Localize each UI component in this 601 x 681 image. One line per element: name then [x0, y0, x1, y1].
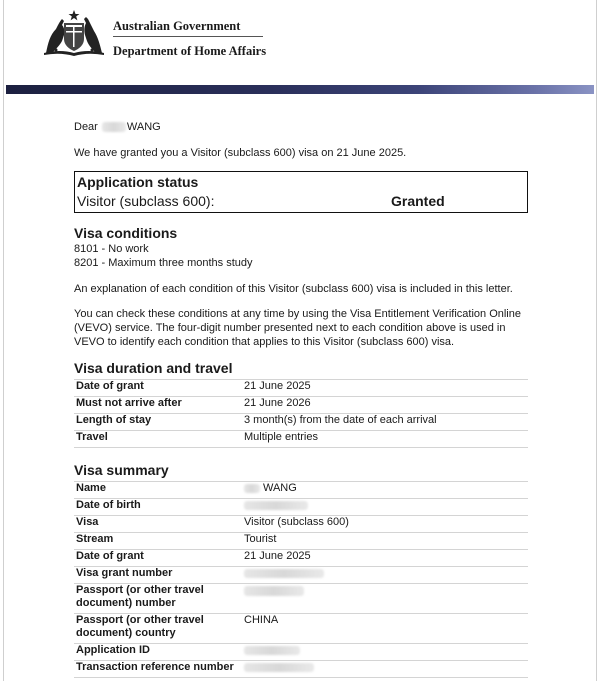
row-label: Visa grant number	[74, 567, 242, 584]
row-value: 3 month(s) from the date of each arrival	[242, 414, 528, 431]
row-label	[74, 584, 242, 614]
visa-summary-heading: Visa summary	[74, 462, 169, 478]
redacted-given-name	[102, 122, 126, 132]
redacted-passport-number	[244, 586, 304, 596]
table-row	[74, 482, 528, 499]
table-row	[74, 431, 528, 448]
header-banner	[6, 85, 594, 94]
vevo-line: You can check these conditions at any time by using the Visa Entitlement Verification Online	[74, 308, 521, 320]
greeting	[74, 120, 161, 134]
department-name: Department of Home Affairs	[113, 44, 267, 58]
table-row	[74, 661, 528, 678]
greeting-prefix: Dear	[74, 121, 98, 133]
row-value	[242, 567, 528, 584]
application-status-value: Granted	[391, 193, 445, 209]
table-row	[74, 550, 528, 567]
greeting-surname: WANG	[126, 121, 161, 133]
redacted-date-of-birth	[244, 501, 308, 510]
condition-item: 8101 - No work	[74, 243, 149, 255]
table-row	[74, 397, 528, 414]
row-label-line: document) number	[76, 597, 176, 609]
row-value	[242, 584, 528, 614]
application-status-visa: Visitor (subclass 600):	[77, 193, 215, 209]
row-value: CHINA	[242, 614, 528, 644]
row-label: Transaction reference number	[74, 661, 242, 678]
row-label: Length of stay	[74, 414, 242, 431]
row-label: Application ID	[74, 644, 242, 661]
row-label: Date of grant	[74, 550, 242, 567]
table-row	[74, 499, 528, 516]
visa-conditions-heading: Visa conditions	[74, 225, 178, 241]
row-value: Tourist	[242, 533, 528, 550]
row-label: Visa	[74, 516, 242, 533]
row-value	[242, 644, 528, 661]
redacted-grant-number	[244, 569, 324, 578]
visa-duration-table	[74, 379, 528, 448]
table-row	[74, 414, 528, 431]
row-label: Date of birth	[74, 499, 242, 516]
government-title: Australian Government	[113, 19, 241, 33]
conditions-explanation: An explanation of each condition of this Visitor (subclass 600) visa is included in this letter.	[74, 283, 513, 295]
row-value: 21 June 2026	[242, 397, 528, 414]
row-value: Multiple entries	[242, 431, 528, 448]
header-divider	[113, 36, 263, 37]
row-label-line: Passport (or other travel	[76, 584, 204, 596]
row-label: Stream	[74, 533, 242, 550]
name-value: WANG	[263, 482, 297, 494]
coat-of-arms-icon	[40, 9, 108, 57]
table-row	[74, 567, 528, 584]
redacted-given-name	[244, 484, 260, 493]
visa-duration-heading: Visa duration and travel	[74, 360, 233, 376]
row-label: Date of grant	[74, 380, 242, 397]
grant-intro: We have granted you a Visitor (subclass 600) visa on 21 June 2025.	[74, 147, 407, 159]
table-row	[74, 533, 528, 550]
row-label: Name	[74, 482, 242, 499]
row-label: Travel	[74, 431, 242, 448]
redacted-transaction-reference	[244, 663, 314, 672]
table-row	[74, 516, 528, 533]
row-label-line: Passport (or other travel	[76, 614, 204, 626]
row-value	[242, 661, 528, 678]
table-row	[74, 614, 528, 644]
table-row	[74, 584, 528, 614]
vevo-line: (VEVO) service. The four-digit number presented next to each condition above is used in	[74, 322, 506, 334]
redacted-application-id	[244, 646, 300, 655]
condition-item: 8201 - Maximum three months study	[74, 257, 253, 269]
row-value: 21 June 2025	[242, 380, 528, 397]
row-label: Must not arrive after	[74, 397, 242, 414]
row-value	[242, 499, 528, 516]
application-status-box	[74, 171, 528, 213]
application-status-title: Application status	[77, 174, 199, 190]
row-value: Visitor (subclass 600)	[242, 516, 528, 533]
row-value: 21 June 2025	[242, 550, 528, 567]
row-label-line: document) country	[76, 627, 176, 639]
table-row	[74, 380, 528, 397]
vevo-line: VEVO to identify each condition that applies to this Visitor (subclass 600) visa.	[74, 336, 455, 348]
row-label	[74, 614, 242, 644]
row-value	[242, 482, 528, 499]
visa-summary-table	[74, 481, 528, 678]
table-row	[74, 644, 528, 661]
